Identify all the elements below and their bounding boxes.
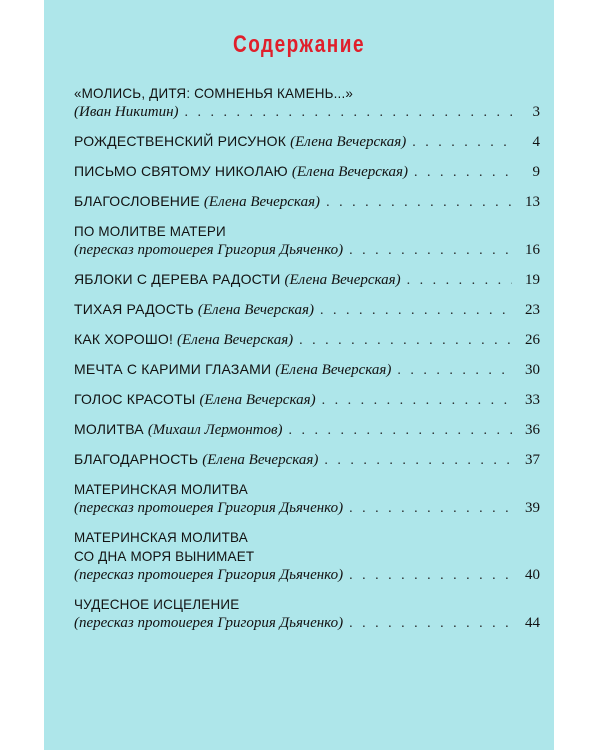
dot-leader: [185, 103, 512, 122]
entry-line: [74, 241, 540, 260]
entry-line: [74, 192, 540, 212]
toc-entry: [74, 360, 540, 380]
entry-line: [74, 360, 540, 380]
entry-title: МОЛИТВА: [74, 421, 144, 437]
dot-leader: [299, 331, 512, 350]
entry-heading-line-2: СО ДНА МОРЯ ВЫНИМАЕТ: [74, 548, 255, 564]
toc-entry: [74, 330, 540, 350]
toc-entry: [74, 300, 540, 320]
entry-author: (пересказ протоиерея Григория Дьяченко): [74, 500, 344, 516]
dot-leader: [412, 133, 512, 152]
entry-page-number: 19: [525, 272, 540, 288]
dot-leader: [397, 361, 512, 380]
entry-line: [74, 132, 540, 152]
entry-page-number: 4: [532, 134, 540, 150]
entry-line: [74, 566, 540, 585]
toc-entry: [74, 222, 540, 260]
dot-leader: [349, 566, 512, 585]
entry-title: БЛАГОСЛОВЕНИЕ: [74, 193, 200, 209]
entry-author: (Елена Вечерская): [291, 164, 409, 180]
toc-entry: [74, 162, 540, 182]
dot-leader: [349, 241, 512, 260]
dot-leader: [349, 499, 512, 518]
entry-line: [74, 330, 540, 350]
entry-author: (Елена Вечерская): [202, 452, 319, 468]
entry-page-number: 36: [525, 422, 540, 438]
dot-leader: [414, 163, 512, 182]
entry-page-number: 39: [525, 500, 540, 516]
entry-title: РОЖДЕСТВЕНСКИЙ РИСУНОК: [74, 133, 287, 149]
toc-entry: [74, 595, 540, 633]
entry-author: (Елена Вечерская): [275, 362, 392, 378]
entry-author: (пересказ протоиерея Григория Дьяченко): [74, 615, 344, 631]
toc-entry: [74, 450, 540, 470]
entry-author: (Елена Вечерская): [199, 392, 316, 408]
entry-page-number: 37: [525, 452, 540, 468]
table-of-contents: [74, 84, 540, 643]
entry-page-number: 40: [525, 567, 540, 583]
entry-page-number: 23: [525, 302, 540, 318]
dot-leader: [324, 451, 512, 470]
entry-author: (Михаил Лермонтов): [147, 422, 283, 438]
entry-title: МЕЧТА С КАРИМИ ГЛАЗАМИ: [74, 361, 272, 377]
entry-page-number: 9: [532, 164, 540, 180]
entry-author: (Иван Никитин): [74, 104, 179, 120]
entry-title: ТИХАЯ РАДОСТЬ: [74, 301, 194, 317]
toc-entry: [74, 420, 540, 440]
dot-leader: [407, 271, 512, 290]
book-page: [44, 0, 554, 750]
entry-line: [74, 450, 540, 470]
dot-leader: [326, 193, 512, 212]
entry-page-number: 3: [532, 104, 540, 120]
toc-entry: [74, 390, 540, 410]
entry-author: (Елена Вечерская): [197, 302, 314, 318]
entry-page-number: 33: [525, 392, 540, 408]
entry-page-number: 13: [525, 194, 540, 210]
entry-heading: МАТЕРИНСКАЯ МОЛИТВА: [74, 481, 248, 497]
toc-entry: [74, 84, 540, 122]
entry-line: [74, 614, 540, 633]
toc-entry: [74, 480, 540, 518]
toc-entry: [74, 270, 540, 290]
entry-line: [74, 390, 540, 410]
dot-leader: [322, 391, 512, 410]
toc-entry: [74, 192, 540, 212]
entry-page-number: 26: [525, 332, 540, 348]
entry-author: (Елена Вечерская): [290, 134, 407, 150]
entry-heading: «МОЛИСЬ, ДИТЯ: СОМНЕНЬЯ КАМЕНЬ...»: [74, 85, 354, 101]
dot-leader: [288, 421, 512, 440]
dot-leader: [320, 301, 512, 320]
dot-leader: [349, 614, 512, 633]
entry-author: (пересказ протоиерея Григория Дьяченко): [74, 567, 344, 583]
entry-page-number: 44: [525, 615, 540, 631]
entry-line: [74, 499, 540, 518]
entry-author: (Елена Вечерская): [203, 194, 321, 210]
entry-line: [74, 270, 540, 290]
entry-heading: ПО МОЛИТВЕ МАТЕРИ: [74, 223, 226, 239]
toc-entry: [74, 528, 540, 585]
entry-line: [74, 103, 540, 122]
entry-title: ПИСЬМО СВЯТОМУ НИКОЛАЮ: [74, 163, 288, 179]
entry-page-number: 30: [525, 362, 540, 378]
page-title: Содержание: [232, 32, 366, 59]
entry-heading: МАТЕРИНСКАЯ МОЛИТВА: [74, 529, 248, 545]
entry-title: КАК ХОРОШО!: [74, 331, 174, 347]
entry-page-number: 16: [525, 242, 540, 258]
entry-author: (Елена Вечерская): [284, 272, 401, 288]
entry-author: (Елена Вечерская): [177, 332, 294, 348]
entry-heading: ЧУДЕСНОЕ ИСЦЕЛЕНИЕ: [74, 596, 240, 612]
entry-title: ГОЛОС КРАСОТЫ: [74, 391, 196, 407]
toc-entry: [74, 132, 540, 152]
entry-line: [74, 300, 540, 320]
entry-title: ЯБЛОКИ С ДЕРЕВА РАДОСТИ: [74, 271, 281, 287]
entry-line: [74, 162, 540, 182]
entry-author: (пересказ протоиерея Григория Дьяченко): [74, 242, 344, 258]
entry-line: [74, 420, 540, 440]
entry-title: БЛАГОДАРНОСТЬ: [74, 451, 199, 467]
